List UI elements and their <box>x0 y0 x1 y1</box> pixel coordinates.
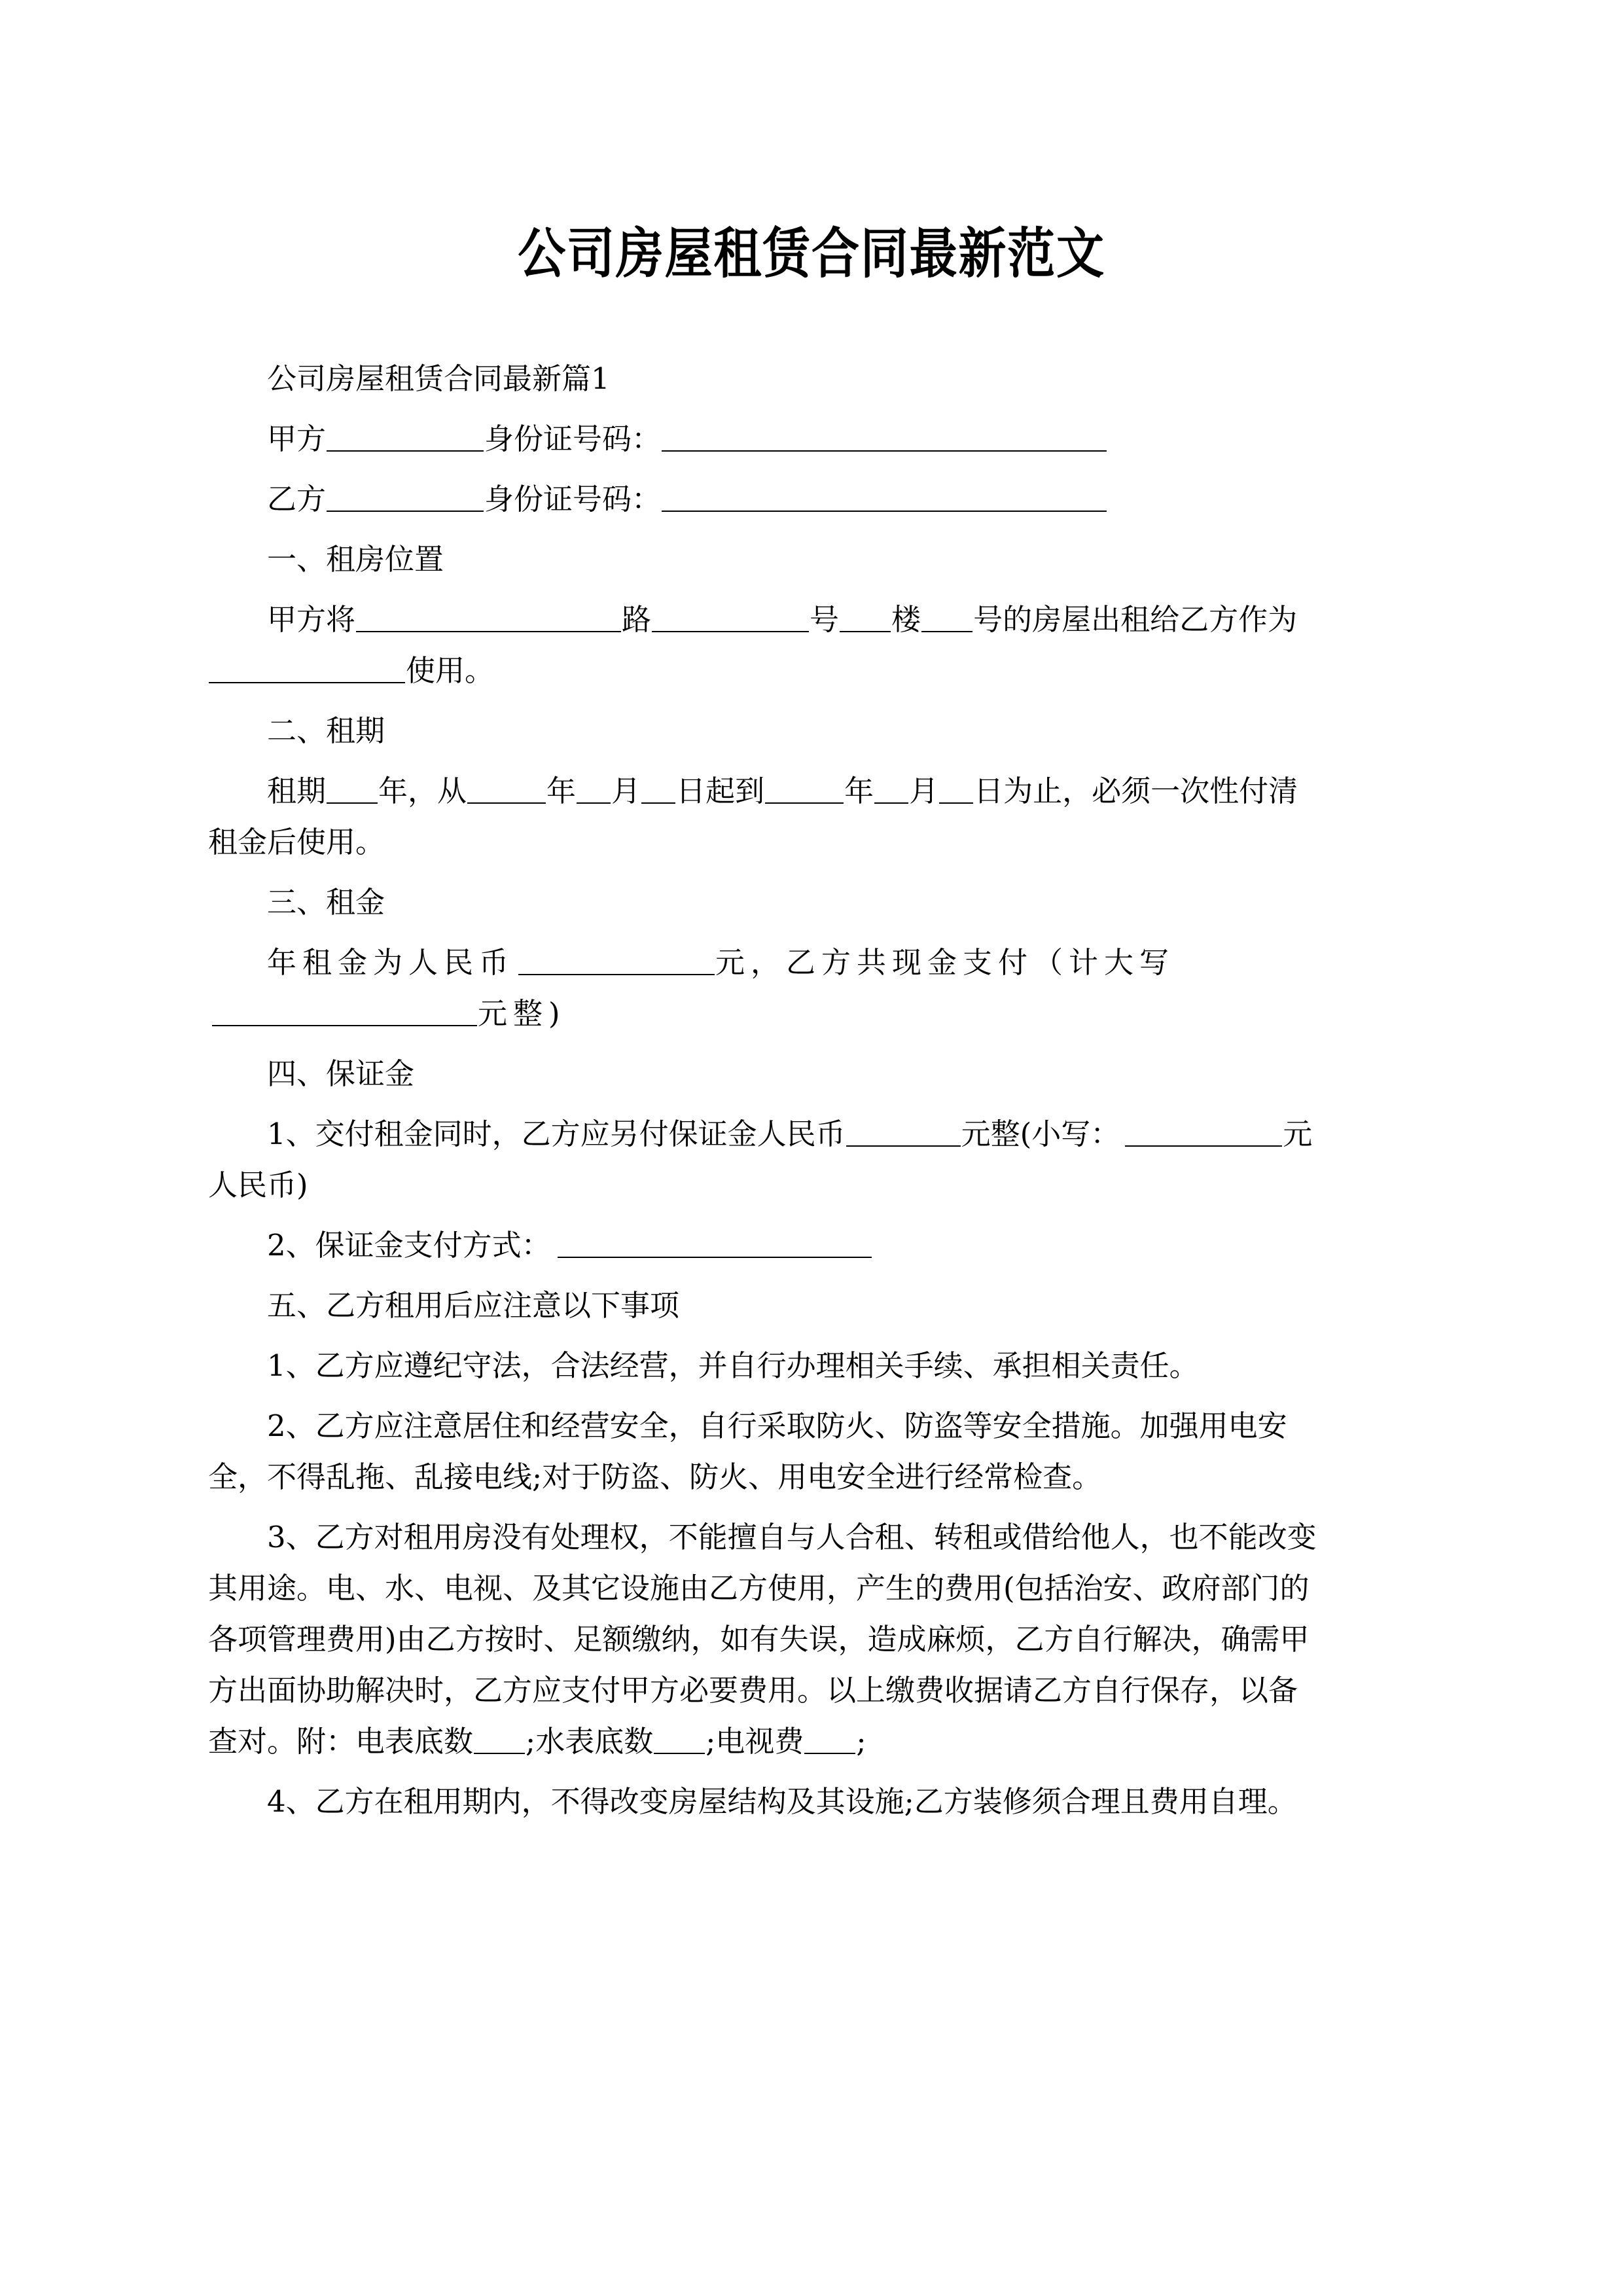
section-1-body <box>208 594 1321 696</box>
number-blank[interactable] <box>652 603 809 632</box>
section-5-item-1 <box>208 1340 1321 1391</box>
end-year-unit: 年 <box>844 774 874 808</box>
section-3-mid-text: 元，乙方共现金支付（计大写 <box>715 945 1175 980</box>
room-blank[interactable] <box>921 603 972 632</box>
section-2-heading <box>208 706 1321 757</box>
party-b-name-blank[interactable] <box>327 482 484 512</box>
section-3-lead: 年租金为人民币 <box>267 945 515 980</box>
deposit-mid-text: 元整(小写： <box>961 1117 1120 1151</box>
deposit-tail-text: 元人民币) <box>208 1117 1313 1202</box>
end-day-blank[interactable] <box>939 774 973 804</box>
section-5-heading <box>208 1280 1321 1331</box>
deposit-method-blank[interactable] <box>558 1229 872 1258</box>
section-5-item-1-text: 1、乙方应遵纪守法，合法经营，并自行办理相关手续、承担相关责任。 <box>267 1348 1199 1383</box>
section-5-item-4 <box>208 1776 1321 1827</box>
section-4-heading <box>208 1049 1321 1100</box>
lease-years-blank[interactable] <box>327 774 378 804</box>
page-title: 公司房屋租赁合同最新范文 <box>518 221 1105 285</box>
section-5-item-3-text: 3、乙方对租用房没有处理权，不能擅自与人合租、转租或借给他人，也不能改变其用途。电、水、电视、及其它设施由乙方使用，产生的费用(包括治安、政府部门的各项管理费用)由乙方按时、足额缴纳，如有失误，造成麻烦，乙方自行解决，确需甲方出面协助解决时，乙方应支付甲方必要费用。以上缴费收据请乙方自行保存，以备查对。附： <box>208 1520 1317 1759</box>
street-unit-label: 路 <box>622 602 652 637</box>
street-blank[interactable] <box>356 603 621 632</box>
section-5-item-4-text: 4、乙方在租用期内，不得改变房屋结构及其设施;乙方装修须合理且费用自理。 <box>267 1784 1297 1819</box>
tv-fee-label: 电视费 <box>715 1724 804 1759</box>
party-a-row <box>208 414 1321 465</box>
annual-rent-blank[interactable] <box>518 946 715 975</box>
rent-in-words-blank[interactable] <box>212 997 477 1026</box>
start-month-blank[interactable] <box>577 774 611 804</box>
party-b-label: 乙方 <box>267 482 327 516</box>
deposit-method-label: 2、保证金支付方式： <box>267 1228 551 1263</box>
water-meter-blank[interactable] <box>654 1725 705 1754</box>
section-5-item-3 <box>208 1512 1321 1767</box>
section-3-heading <box>208 877 1321 928</box>
floor-blank[interactable] <box>840 603 891 632</box>
section-3-body <box>208 937 1321 1039</box>
end-month-unit: 月 <box>909 774 939 808</box>
section-4-heading-text: 四、保证金 <box>267 1056 415 1091</box>
document-subtitle-text: 公司房屋租赁合同最新篇1 <box>267 361 610 396</box>
party-b-id-blank[interactable] <box>662 482 1107 512</box>
meter-sep-1: ; <box>526 1724 536 1759</box>
deposit-lead-text: 1、交付租金同时，乙方应另付保证金人民币 <box>267 1117 846 1151</box>
number-unit-label: 号 <box>810 602 840 637</box>
meter-sep-3: ; <box>856 1724 866 1759</box>
party-b-id-label: 身份证号码： <box>484 482 662 516</box>
tv-fee-blank[interactable] <box>804 1725 855 1754</box>
start-year-blank[interactable] <box>467 774 546 804</box>
purpose-blank[interactable] <box>209 654 405 683</box>
section-3-tail-text: 元整) <box>478 996 566 1031</box>
start-month-unit: 月 <box>611 774 641 808</box>
section-2-lead: 租期 <box>267 774 327 808</box>
meter-sep-2: ; <box>705 1724 716 1759</box>
party-a-id-blank[interactable] <box>662 422 1107 452</box>
section-4-item-2 <box>208 1220 1321 1271</box>
section-1-heading <box>208 534 1321 585</box>
electric-meter-blank[interactable] <box>474 1725 525 1754</box>
party-b-row <box>208 474 1321 525</box>
start-year-unit: 年 <box>546 774 577 808</box>
document-body <box>208 353 1321 1837</box>
document-subtitle <box>208 353 1321 404</box>
section-1-tail-text: 使用。 <box>406 653 495 688</box>
section-1-heading-text: 一、租房位置 <box>267 542 444 577</box>
meter-readings <box>355 1724 866 1759</box>
start-day-blank[interactable] <box>641 774 675 804</box>
lease-to-label: 日起到 <box>676 774 765 808</box>
section-3-heading-text: 三、租金 <box>267 885 385 920</box>
end-year-blank[interactable] <box>765 774 844 804</box>
section-1-mid-text: 号的房屋出租给乙方作为 <box>973 602 1298 637</box>
deposit-digits-blank[interactable] <box>1125 1117 1282 1147</box>
water-meter-label: 水表底数 <box>535 1724 654 1759</box>
end-month-blank[interactable] <box>874 774 908 804</box>
section-5-heading-text: 五、乙方租用后应注意以下事项 <box>267 1288 680 1323</box>
electric-meter-label: 电表底数 <box>355 1724 474 1759</box>
section-2-tail-text: 日为止，必须一次性付清租金后使用。 <box>208 774 1298 859</box>
section-2-heading-text: 二、租期 <box>267 713 385 748</box>
party-a-name-blank[interactable] <box>327 422 484 452</box>
deposit-amount-blank[interactable] <box>846 1117 961 1147</box>
party-a-label: 甲方 <box>267 422 327 456</box>
section-1-lead: 甲方将 <box>267 602 356 637</box>
floor-unit-label: 楼 <box>891 602 921 637</box>
section-5-item-2 <box>208 1401 1321 1503</box>
party-a-id-label: 身份证号码： <box>484 422 662 456</box>
section-2-body <box>208 766 1321 868</box>
section-4-item-1 <box>208 1109 1321 1211</box>
lease-from-label: 年，从 <box>378 774 467 808</box>
section-5-item-2-text: 2、乙方应注意居住和经营安全，自行采取防火、防盗等安全措施。加强用电安全，不得乱拖、乱接电线;对于防盗、防火、用电安全进行经常检查。 <box>208 1408 1287 1494</box>
